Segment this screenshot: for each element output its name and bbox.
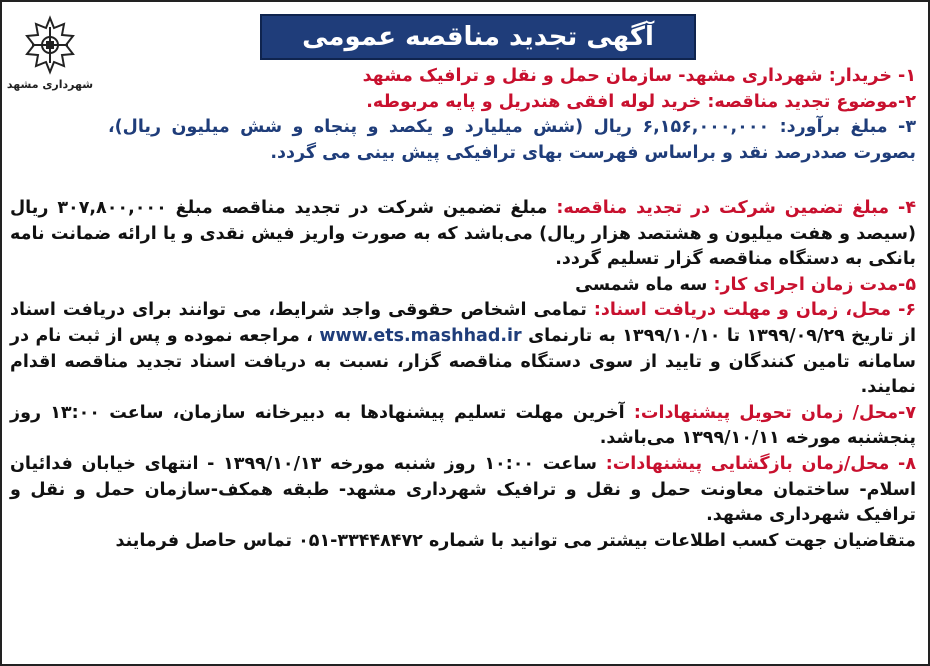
- item-subject: ۲-موضوع تجدید مناقصه: خرید لوله افقی هندریل و پایه مربوطه.: [366, 91, 916, 112]
- opening-text: ساعت ۱۰:۰۰ روز شنبه مورخه ۱۳۹۹/۱۰/۱۳ - انتهای خیابان فدائیان اسلام- ساختمان معاونت حمل و نقل و ترافیک شهرداری مشهد- طبقه همکف-سازمان حمل و نقل و ترافیک شهرداری مشهد.: [10, 453, 916, 526]
- documents-text-b: ، مراجعه نموده و پس از ثبت نام در سامانه تامین کنندگان و تایید از سوی دستگاه مناقصه گزار، نسبت به دریافت اسناد تجدید مناقصه اقدام نمایند.: [10, 325, 916, 398]
- item-contact: متقاضیان جهت کسب اطلاعات بیشتر می توانید با شماره ۳۳۴۴۸۴۷۲-۰۵۱ تماس حاصل فرمایند: [115, 530, 916, 551]
- notice-body-top: [108, 64, 916, 166]
- documents-url[interactable]: www.ets.mashhad.ir: [319, 325, 522, 346]
- documents-text-a: تمامی اشخاص حقوقی واجد شرایط، می توانند برای دریافت اسناد از تاریخ ۱۳۹۹/۰۹/۲۹ تا ۱۳۹۹/۱۰/۱۰ به تارنمای: [10, 300, 917, 346]
- notice-body-middle: [10, 196, 916, 554]
- estimate-text: ریال (شش میلیارد و یکصد و پنجاه و شش میلیون ریال)، بصورت صددرصد نقد و براساس فهرست بهای ترافیکی پیش بینی می گردد.: [108, 117, 916, 163]
- guarantee-label: ۴- مبلغ تضمین شرکت در تجدید مناقصه:: [556, 198, 917, 218]
- guarantee-text: مبلغ تضمین شرکت در تجدید مناقصه مبلغ ۳۰۷,۸۰۰,۰۰۰ ریال (سیصد و هفت میلیون و هشتصد هزار ریال) می‌باشد که به صورت واریز فیش نقدی و یا ارائه ضمانت نامه بانکی به دستگاه مناقصه گزار تسلیم گردد.: [10, 198, 916, 270]
- logo-caption: شهرداری مشهد: [6, 78, 94, 91]
- item-duration: [10, 273, 916, 299]
- submission-text: آخرین مهلت تسلیم پیشنهادها به دبیرخانه سازمان، ساعت ۱۳:۰۰ روز پنجشنبه مورخه ۱۳۹۹/۱۰/۱۱ می‌باشد.: [10, 402, 916, 449]
- item-estimate: [108, 115, 916, 166]
- duration-label: ۵-مدت زمان اجرای کار:: [713, 274, 916, 295]
- duration-text: سه ماه شمسی: [575, 274, 708, 295]
- documents-label: ۶- محل، زمان و مهلت دریافت اسناد:: [593, 300, 917, 321]
- opening-label: ۸- محل/زمان بازگشایی پیشنهادات:: [605, 453, 916, 474]
- municipality-emblem-icon: [19, 14, 81, 76]
- notice-title: آگهی تجدید مناقصه عمومی: [260, 14, 696, 60]
- item-opening: [10, 452, 916, 529]
- item-documents: [10, 298, 916, 400]
- estimate-label: ۳- مبلغ برآورد:: [779, 117, 917, 138]
- item-submission: [10, 401, 916, 452]
- municipality-logo: [6, 14, 94, 114]
- submission-label: ۷-محل/ زمان تحویل پیشنهادات:: [633, 402, 917, 423]
- item-buyer: ۱- خریدار: شهرداری مشهد- سازمان حمل و نقل و ترافیک مشهد: [362, 66, 916, 86]
- estimate-amount: ۶,۱۵۶,۰۰۰,۰۰۰: [642, 117, 770, 138]
- item-guarantee: [10, 196, 916, 273]
